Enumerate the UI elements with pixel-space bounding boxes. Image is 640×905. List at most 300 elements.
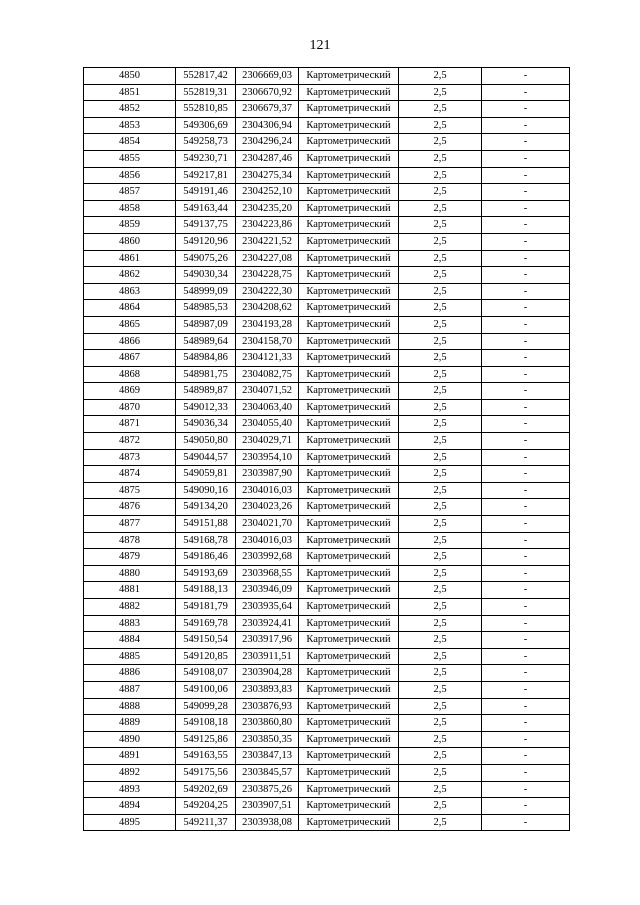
x-coordinate-cell: 549050,80: [176, 433, 236, 450]
note-cell: -: [482, 267, 570, 284]
y-coordinate-cell: 2304275,34: [236, 167, 299, 184]
y-coordinate-cell: 2304055,40: [236, 416, 299, 433]
method-cell: Картометрический: [299, 466, 399, 483]
point-number-cell: 4871: [84, 416, 176, 433]
accuracy-cell: 2,5: [399, 150, 482, 167]
note-cell: -: [482, 516, 570, 533]
y-coordinate-cell: 2303860,80: [236, 715, 299, 732]
y-coordinate-cell: 2303850,35: [236, 731, 299, 748]
accuracy-cell: 2,5: [399, 665, 482, 682]
point-number-cell: 4873: [84, 449, 176, 466]
method-cell: Картометрический: [299, 283, 399, 300]
method-cell: Картометрический: [299, 681, 399, 698]
point-number-cell: 4853: [84, 117, 176, 134]
point-number-cell: 4869: [84, 383, 176, 400]
point-number-cell: 4884: [84, 632, 176, 649]
table-row: [84, 399, 570, 416]
note-cell: -: [482, 466, 570, 483]
accuracy-cell: 2,5: [399, 499, 482, 516]
x-coordinate-cell: 548987,09: [176, 316, 236, 333]
accuracy-cell: 2,5: [399, 267, 482, 284]
y-coordinate-cell: 2304223,86: [236, 217, 299, 234]
x-coordinate-cell: 549137,75: [176, 217, 236, 234]
coordinates-table-body: [84, 68, 570, 831]
table-row: [84, 283, 570, 300]
note-cell: -: [482, 549, 570, 566]
point-number-cell: 4893: [84, 781, 176, 798]
x-coordinate-cell: 549100,06: [176, 681, 236, 698]
x-coordinate-cell: 552819,31: [176, 84, 236, 101]
accuracy-cell: 2,5: [399, 333, 482, 350]
y-coordinate-cell: 2304121,33: [236, 350, 299, 367]
x-coordinate-cell: 549075,26: [176, 250, 236, 267]
table-row: [84, 748, 570, 765]
x-coordinate-cell: 549134,20: [176, 499, 236, 516]
method-cell: Картометрический: [299, 167, 399, 184]
x-coordinate-cell: 549120,85: [176, 648, 236, 665]
point-number-cell: 4852: [84, 101, 176, 118]
y-coordinate-cell: 2303946,09: [236, 582, 299, 599]
y-coordinate-cell: 2306679,37: [236, 101, 299, 118]
note-cell: -: [482, 200, 570, 217]
x-coordinate-cell: 549191,46: [176, 184, 236, 201]
x-coordinate-cell: 549211,37: [176, 814, 236, 831]
method-cell: Картометрический: [299, 582, 399, 599]
y-coordinate-cell: 2304016,03: [236, 482, 299, 499]
method-cell: Картометрический: [299, 715, 399, 732]
note-cell: -: [482, 300, 570, 317]
method-cell: Картометрический: [299, 698, 399, 715]
method-cell: Картометрический: [299, 648, 399, 665]
y-coordinate-cell: 2303992,68: [236, 549, 299, 566]
y-coordinate-cell: 2304221,52: [236, 233, 299, 250]
x-coordinate-cell: 549059,81: [176, 466, 236, 483]
method-cell: Картометрический: [299, 350, 399, 367]
y-coordinate-cell: 2304296,24: [236, 134, 299, 151]
point-number-cell: 4883: [84, 615, 176, 632]
x-coordinate-cell: 549044,57: [176, 449, 236, 466]
x-coordinate-cell: 552810,85: [176, 101, 236, 118]
x-coordinate-cell: 549181,79: [176, 599, 236, 616]
point-number-cell: 4881: [84, 582, 176, 599]
x-coordinate-cell: 548981,75: [176, 366, 236, 383]
y-coordinate-cell: 2303893,83: [236, 681, 299, 698]
accuracy-cell: 2,5: [399, 233, 482, 250]
method-cell: Картометрический: [299, 316, 399, 333]
x-coordinate-cell: 548985,53: [176, 300, 236, 317]
x-coordinate-cell: 549175,56: [176, 764, 236, 781]
point-number-cell: 4863: [84, 283, 176, 300]
point-number-cell: 4851: [84, 84, 176, 101]
accuracy-cell: 2,5: [399, 532, 482, 549]
note-cell: -: [482, 665, 570, 682]
method-cell: Картометрический: [299, 449, 399, 466]
method-cell: Картометрический: [299, 748, 399, 765]
table-row: [84, 499, 570, 516]
method-cell: Картометрический: [299, 764, 399, 781]
point-number-cell: 4894: [84, 798, 176, 815]
x-coordinate-cell: 549151,88: [176, 516, 236, 533]
x-coordinate-cell: 548984,86: [176, 350, 236, 367]
point-number-cell: 4891: [84, 748, 176, 765]
note-cell: -: [482, 582, 570, 599]
accuracy-cell: 2,5: [399, 449, 482, 466]
table-row: [84, 383, 570, 400]
method-cell: Картометрический: [299, 333, 399, 350]
point-number-cell: 4855: [84, 150, 176, 167]
note-cell: -: [482, 217, 570, 234]
point-number-cell: 4867: [84, 350, 176, 367]
method-cell: Картометрический: [299, 366, 399, 383]
x-coordinate-cell: 549108,18: [176, 715, 236, 732]
table-row: [84, 582, 570, 599]
accuracy-cell: 2,5: [399, 781, 482, 798]
y-coordinate-cell: 2303847,13: [236, 748, 299, 765]
point-number-cell: 4856: [84, 167, 176, 184]
x-coordinate-cell: 549108,07: [176, 665, 236, 682]
method-cell: Картометрический: [299, 68, 399, 85]
table-row: [84, 715, 570, 732]
method-cell: Картометрический: [299, 781, 399, 798]
y-coordinate-cell: 2303917,96: [236, 632, 299, 649]
table-row: [84, 333, 570, 350]
note-cell: -: [482, 632, 570, 649]
accuracy-cell: 2,5: [399, 383, 482, 400]
table-row: [84, 366, 570, 383]
table-row: [84, 267, 570, 284]
y-coordinate-cell: 2303845,57: [236, 764, 299, 781]
y-coordinate-cell: 2304029,71: [236, 433, 299, 450]
y-coordinate-cell: 2304023,26: [236, 499, 299, 516]
accuracy-cell: 2,5: [399, 416, 482, 433]
x-coordinate-cell: 549258,73: [176, 134, 236, 151]
note-cell: -: [482, 433, 570, 450]
y-coordinate-cell: 2303938,08: [236, 814, 299, 831]
y-coordinate-cell: 2304235,20: [236, 200, 299, 217]
accuracy-cell: 2,5: [399, 748, 482, 765]
point-number-cell: 4882: [84, 599, 176, 616]
y-coordinate-cell: 2304021,70: [236, 516, 299, 533]
note-cell: -: [482, 715, 570, 732]
point-number-cell: 4865: [84, 316, 176, 333]
point-number-cell: 4864: [84, 300, 176, 317]
table-row: [84, 316, 570, 333]
note-cell: -: [482, 250, 570, 267]
x-coordinate-cell: 548989,64: [176, 333, 236, 350]
y-coordinate-cell: 2304193,28: [236, 316, 299, 333]
note-cell: -: [482, 532, 570, 549]
table-row: [84, 84, 570, 101]
x-coordinate-cell: 549120,96: [176, 233, 236, 250]
method-cell: Картометрический: [299, 383, 399, 400]
method-cell: Картометрический: [299, 599, 399, 616]
method-cell: Картометрический: [299, 200, 399, 217]
x-coordinate-cell: 549163,44: [176, 200, 236, 217]
y-coordinate-cell: 2303907,51: [236, 798, 299, 815]
note-cell: -: [482, 84, 570, 101]
y-coordinate-cell: 2303954,10: [236, 449, 299, 466]
point-number-cell: 4889: [84, 715, 176, 732]
accuracy-cell: 2,5: [399, 68, 482, 85]
x-coordinate-cell: 549168,78: [176, 532, 236, 549]
point-number-cell: 4866: [84, 333, 176, 350]
table-row: [84, 549, 570, 566]
point-number-cell: 4858: [84, 200, 176, 217]
table-row: [84, 200, 570, 217]
table-row: [84, 217, 570, 234]
point-number-cell: 4878: [84, 532, 176, 549]
table-row: [84, 466, 570, 483]
accuracy-cell: 2,5: [399, 283, 482, 300]
table-row: [84, 632, 570, 649]
note-cell: -: [482, 798, 570, 815]
accuracy-cell: 2,5: [399, 482, 482, 499]
accuracy-cell: 2,5: [399, 764, 482, 781]
note-cell: -: [482, 648, 570, 665]
note-cell: -: [482, 134, 570, 151]
table-row: [84, 300, 570, 317]
note-cell: -: [482, 117, 570, 134]
note-cell: -: [482, 781, 570, 798]
method-cell: Картометрический: [299, 84, 399, 101]
method-cell: Картометрический: [299, 399, 399, 416]
method-cell: Картометрический: [299, 516, 399, 533]
point-number-cell: 4895: [84, 814, 176, 831]
point-number-cell: 4890: [84, 731, 176, 748]
method-cell: Картометрический: [299, 665, 399, 682]
x-coordinate-cell: 549030,34: [176, 267, 236, 284]
method-cell: Картометрический: [299, 532, 399, 549]
accuracy-cell: 2,5: [399, 798, 482, 815]
y-coordinate-cell: 2303911,51: [236, 648, 299, 665]
method-cell: Картометрический: [299, 184, 399, 201]
y-coordinate-cell: 2304222,30: [236, 283, 299, 300]
table-row: [84, 68, 570, 85]
x-coordinate-cell: 549099,28: [176, 698, 236, 715]
y-coordinate-cell: 2304082,75: [236, 366, 299, 383]
table-row: [84, 814, 570, 831]
table-row: [84, 599, 570, 616]
accuracy-cell: 2,5: [399, 715, 482, 732]
x-coordinate-cell: 549090,16: [176, 482, 236, 499]
note-cell: -: [482, 565, 570, 582]
table-row: [84, 250, 570, 267]
method-cell: Картометрический: [299, 416, 399, 433]
note-cell: -: [482, 499, 570, 516]
method-cell: Картометрический: [299, 549, 399, 566]
point-number-cell: 4877: [84, 516, 176, 533]
accuracy-cell: 2,5: [399, 814, 482, 831]
table-row: [84, 665, 570, 682]
method-cell: Картометрический: [299, 300, 399, 317]
table-row: [84, 449, 570, 466]
table-row: [84, 615, 570, 632]
accuracy-cell: 2,5: [399, 549, 482, 566]
point-number-cell: 4892: [84, 764, 176, 781]
accuracy-cell: 2,5: [399, 184, 482, 201]
accuracy-cell: 2,5: [399, 698, 482, 715]
method-cell: Картометрический: [299, 798, 399, 815]
table-row: [84, 117, 570, 134]
method-cell: Картометрический: [299, 731, 399, 748]
point-number-cell: 4868: [84, 366, 176, 383]
x-coordinate-cell: 549150,54: [176, 632, 236, 649]
x-coordinate-cell: 549193,69: [176, 565, 236, 582]
point-number-cell: 4879: [84, 549, 176, 566]
table-row: [84, 781, 570, 798]
point-number-cell: 4874: [84, 466, 176, 483]
accuracy-cell: 2,5: [399, 399, 482, 416]
x-coordinate-cell: 549012,33: [176, 399, 236, 416]
note-cell: -: [482, 101, 570, 118]
table-row: [84, 798, 570, 815]
y-coordinate-cell: 2304252,10: [236, 184, 299, 201]
table-row: [84, 532, 570, 549]
accuracy-cell: 2,5: [399, 167, 482, 184]
point-number-cell: 4861: [84, 250, 176, 267]
point-number-cell: 4880: [84, 565, 176, 582]
note-cell: -: [482, 316, 570, 333]
page-number: 121: [309, 38, 331, 53]
y-coordinate-cell: 2304063,40: [236, 399, 299, 416]
table-row: [84, 433, 570, 450]
x-coordinate-cell: 549306,69: [176, 117, 236, 134]
table-row: [84, 482, 570, 499]
table-row: [84, 648, 570, 665]
method-cell: Картометрический: [299, 117, 399, 134]
x-coordinate-cell: 549217,81: [176, 167, 236, 184]
accuracy-cell: 2,5: [399, 565, 482, 582]
table-row: [84, 150, 570, 167]
point-number-cell: 4875: [84, 482, 176, 499]
table-row: [84, 101, 570, 118]
x-coordinate-cell: 549036,34: [176, 416, 236, 433]
y-coordinate-cell: 2303875,26: [236, 781, 299, 798]
y-coordinate-cell: 2303968,55: [236, 565, 299, 582]
accuracy-cell: 2,5: [399, 516, 482, 533]
x-coordinate-cell: 548999,09: [176, 283, 236, 300]
accuracy-cell: 2,5: [399, 648, 482, 665]
x-coordinate-cell: 549202,69: [176, 781, 236, 798]
table-row: [84, 416, 570, 433]
y-coordinate-cell: 2304208,62: [236, 300, 299, 317]
note-cell: -: [482, 399, 570, 416]
accuracy-cell: 2,5: [399, 731, 482, 748]
method-cell: Картометрический: [299, 233, 399, 250]
accuracy-cell: 2,5: [399, 615, 482, 632]
accuracy-cell: 2,5: [399, 200, 482, 217]
point-number-cell: 4859: [84, 217, 176, 234]
x-coordinate-cell: 549186,46: [176, 549, 236, 566]
method-cell: Картометрический: [299, 814, 399, 831]
note-cell: -: [482, 599, 570, 616]
point-number-cell: 4876: [84, 499, 176, 516]
accuracy-cell: 2,5: [399, 316, 482, 333]
accuracy-cell: 2,5: [399, 599, 482, 616]
method-cell: Картометрический: [299, 499, 399, 516]
note-cell: -: [482, 748, 570, 765]
y-coordinate-cell: 2304287,46: [236, 150, 299, 167]
x-coordinate-cell: 552817,42: [176, 68, 236, 85]
x-coordinate-cell: 549163,55: [176, 748, 236, 765]
x-coordinate-cell: 548989,87: [176, 383, 236, 400]
note-cell: -: [482, 731, 570, 748]
note-cell: -: [482, 366, 570, 383]
point-number-cell: 4888: [84, 698, 176, 715]
accuracy-cell: 2,5: [399, 582, 482, 599]
note-cell: -: [482, 383, 570, 400]
note-cell: -: [482, 482, 570, 499]
accuracy-cell: 2,5: [399, 433, 482, 450]
y-coordinate-cell: 2303987,90: [236, 466, 299, 483]
method-cell: Картометрический: [299, 101, 399, 118]
y-coordinate-cell: 2306669,03: [236, 68, 299, 85]
x-coordinate-cell: 549188,13: [176, 582, 236, 599]
table-row: [84, 565, 570, 582]
note-cell: -: [482, 615, 570, 632]
table-row: [84, 516, 570, 533]
method-cell: Картометрический: [299, 217, 399, 234]
point-number-cell: 4870: [84, 399, 176, 416]
accuracy-cell: 2,5: [399, 681, 482, 698]
table-row: [84, 134, 570, 151]
note-cell: -: [482, 350, 570, 367]
y-coordinate-cell: 2304306,94: [236, 117, 299, 134]
point-number-cell: 4857: [84, 184, 176, 201]
method-cell: Картометрический: [299, 267, 399, 284]
table-row: [84, 167, 570, 184]
x-coordinate-cell: 549230,71: [176, 150, 236, 167]
note-cell: -: [482, 233, 570, 250]
accuracy-cell: 2,5: [399, 101, 482, 118]
table-row: [84, 350, 570, 367]
accuracy-cell: 2,5: [399, 217, 482, 234]
accuracy-cell: 2,5: [399, 84, 482, 101]
table-row: [84, 731, 570, 748]
note-cell: -: [482, 449, 570, 466]
method-cell: Картометрический: [299, 632, 399, 649]
note-cell: -: [482, 416, 570, 433]
method-cell: Картометрический: [299, 250, 399, 267]
y-coordinate-cell: 2303904,28: [236, 665, 299, 682]
note-cell: -: [482, 184, 570, 201]
accuracy-cell: 2,5: [399, 366, 482, 383]
table-row: [84, 764, 570, 781]
table-row: [84, 184, 570, 201]
note-cell: -: [482, 283, 570, 300]
accuracy-cell: 2,5: [399, 350, 482, 367]
accuracy-cell: 2,5: [399, 300, 482, 317]
point-number-cell: 4862: [84, 267, 176, 284]
x-coordinate-cell: 549204,25: [176, 798, 236, 815]
method-cell: Картометрический: [299, 482, 399, 499]
note-cell: -: [482, 167, 570, 184]
accuracy-cell: 2,5: [399, 632, 482, 649]
method-cell: Картометрический: [299, 150, 399, 167]
y-coordinate-cell: 2304228,75: [236, 267, 299, 284]
x-coordinate-cell: 549169,78: [176, 615, 236, 632]
y-coordinate-cell: 2304158,70: [236, 333, 299, 350]
point-number-cell: 4887: [84, 681, 176, 698]
table-row: [84, 698, 570, 715]
point-number-cell: 4872: [84, 433, 176, 450]
point-number-cell: 4860: [84, 233, 176, 250]
note-cell: -: [482, 698, 570, 715]
y-coordinate-cell: 2304227,08: [236, 250, 299, 267]
x-coordinate-cell: 549125,86: [176, 731, 236, 748]
y-coordinate-cell: 2306670,92: [236, 84, 299, 101]
table-row: [84, 681, 570, 698]
